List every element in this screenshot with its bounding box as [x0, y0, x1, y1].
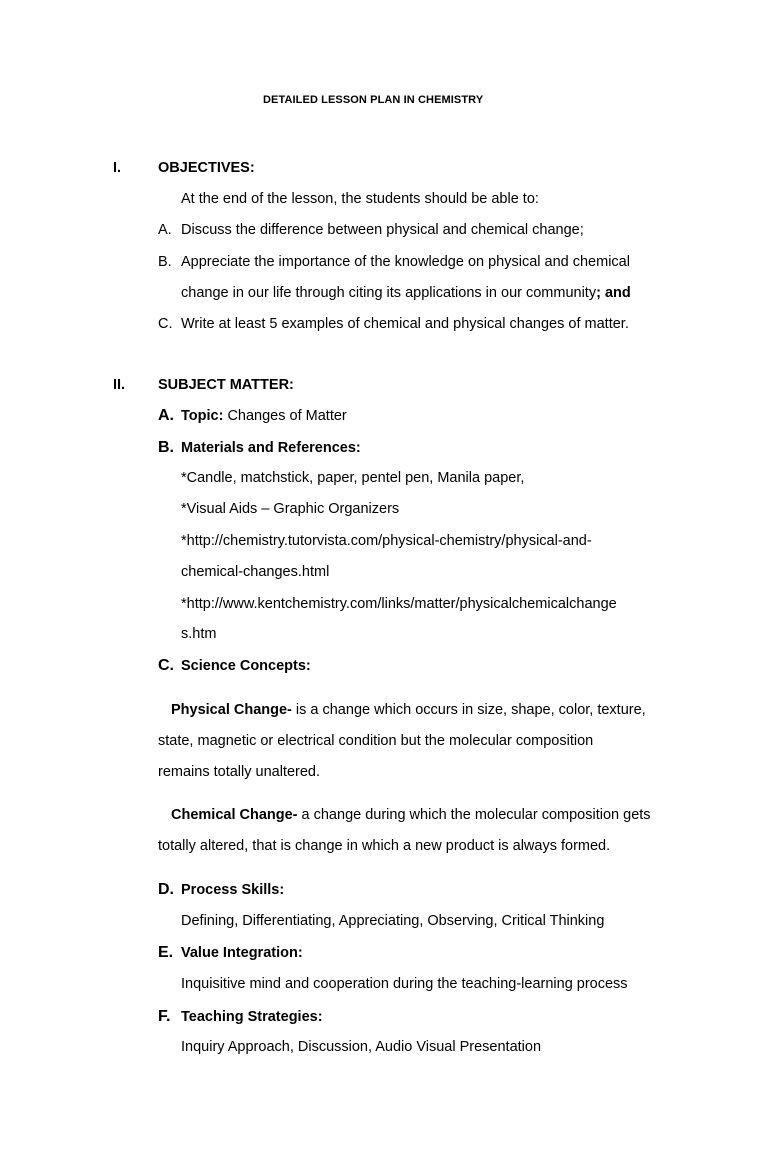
materials-line: *Candle, matchstick, paper, pentel pen, Manila paper, — [181, 470, 525, 486]
process-skills-item — [158, 881, 284, 899]
section1-heading: OBJECTIVES: — [158, 160, 255, 176]
materials-label: Materials and References: — [181, 440, 361, 456]
topic-letter: A. — [158, 407, 174, 424]
physical-change-text: remains totally unaltered. — [158, 764, 320, 780]
section1-numeral: I. — [113, 160, 122, 176]
objectives-intro: At the end of the lesson, the students should be able to: — [181, 191, 539, 207]
reference-url-2[interactable]: *http://www.kentchemistry.com/links/matter/physicalchemicalchange — [181, 596, 617, 612]
concepts-label: Science Concepts: — [181, 658, 311, 674]
section2-numeral: II. — [113, 377, 126, 393]
physical-change-text: is a change which occurs in size, shape, color, texture, — [291, 702, 646, 718]
objective-item — [158, 254, 630, 270]
reference-url-2-continued[interactable]: s.htm — [181, 626, 217, 642]
objective-text: change in our life through citing its applications in our community — [181, 285, 597, 301]
process-skills-value: Defining, Differentiating, Appreciating, Observing, Critical Thinking — [181, 913, 605, 929]
reference-url-1[interactable]: *http://chemistry.tutorvista.com/physical-chemistry/physical-and- — [181, 533, 592, 549]
objective-text: Write at least 5 examples of chemical and physical changes of matter. — [181, 316, 629, 332]
reference-url-1-continued[interactable]: chemical-changes.html — [181, 564, 330, 580]
values-letter: E. — [158, 944, 174, 961]
objective-letter: C. — [158, 316, 173, 332]
chemical-change-term: Chemical Change- — [171, 807, 298, 823]
teaching-strategies-value: Inquiry Approach, Discussion, Audio Visual Presentation — [181, 1039, 542, 1055]
page-title: DETAILED LESSON PLAN IN CHEMISTRY — [263, 94, 484, 106]
objective-text: Appreciate the importance of the knowledge on physical and chemical — [181, 254, 630, 270]
topic-item — [158, 407, 347, 425]
concepts-letter: C. — [158, 657, 174, 674]
strategies-letter: F. — [158, 1008, 171, 1025]
process-letter: D. — [158, 881, 174, 898]
value-integration-value: Inquisitive mind and cooperation during the teaching-learning process — [181, 976, 628, 992]
objective-item — [158, 316, 629, 332]
objective-letter: B. — [158, 254, 172, 270]
strategies-label: Teaching Strategies: — [181, 1009, 323, 1025]
topic-label: Topic: — [181, 408, 224, 424]
chemical-change-definition — [171, 807, 651, 823]
materials-line: *Visual Aids – Graphic Organizers — [181, 501, 400, 517]
value-integration-item — [158, 944, 303, 962]
objective-item — [158, 222, 584, 238]
chemical-change-text: totally altered, that is change in which a new product is always formed. — [158, 838, 611, 854]
objective-text-continued — [181, 285, 631, 301]
topic-value: Changes of Matter — [223, 408, 347, 424]
objective-letter: A. — [158, 222, 172, 238]
objective-text: Discuss the difference between physical and chemical change; — [181, 222, 584, 238]
section2-heading: SUBJECT MATTER: — [158, 377, 294, 393]
physical-change-definition — [171, 702, 646, 718]
teaching-strategies-item — [158, 1008, 323, 1026]
materials-letter: B. — [158, 439, 174, 456]
physical-change-term: Physical Change- — [171, 702, 292, 718]
objective-text: ; and — [596, 285, 631, 301]
concepts-item — [158, 657, 311, 675]
physical-change-text: state, magnetic or electrical condition but the molecular composition — [158, 733, 594, 749]
process-label: Process Skills: — [181, 882, 285, 898]
chemical-change-text: a change during which the molecular composition gets — [297, 807, 651, 823]
values-label: Value Integration: — [181, 945, 303, 961]
materials-item — [158, 439, 361, 457]
